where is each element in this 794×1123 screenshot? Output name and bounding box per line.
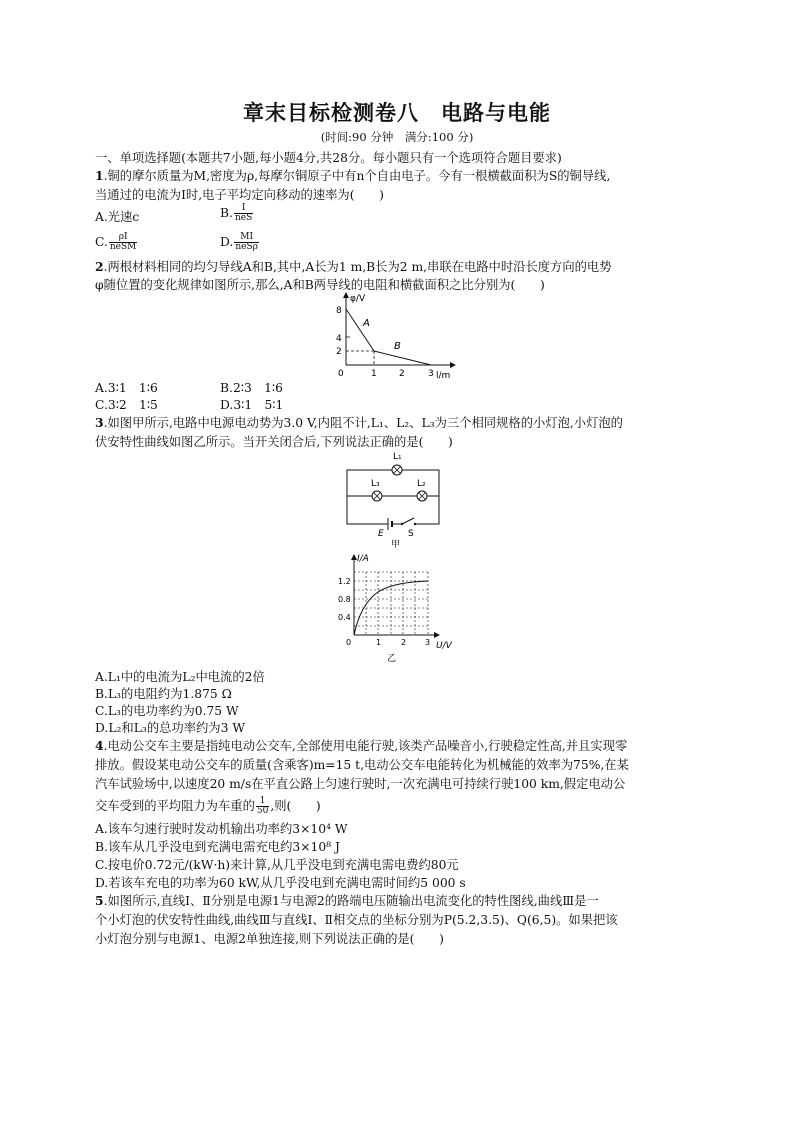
y-tick-label: 8	[336, 306, 342, 316]
question-2-option-c: C.3∶2 1∶5	[95, 398, 158, 412]
question-2-option-b: B.2∶3 1∶6	[220, 381, 283, 395]
question-4-number: 4	[95, 738, 104, 753]
x-tick-label: 2	[401, 638, 407, 647]
y-tick-label: 2	[336, 347, 342, 357]
label-s: S	[408, 529, 414, 539]
question-2-line-2: φ随位置的变化规律如图所示,那么,A和B两导线的电阻和横截面积之比分别为( )	[95, 278, 545, 292]
x-axis-label: U/V	[436, 641, 452, 651]
figure-caption: 乙	[387, 654, 397, 664]
line-a	[346, 309, 374, 351]
question-4-line-3: 汽车试验场中,以速度20 m/s在平直公路上匀速行驶时,一次充满电可持续行驶100 km,假定电动公	[95, 777, 626, 791]
question-4-line-1: 4.电动公交车主要是指纯电动公交车,全部使用电能行驶,该类产品噪音小,行驶稳定性高,并且实现零	[95, 738, 628, 753]
x-tick-label: 1	[376, 638, 382, 647]
y-tick-label: 4	[336, 334, 342, 344]
question-2-option-a: A.3∶1 1∶6	[95, 381, 158, 395]
x-tick-label: 1	[371, 369, 377, 379]
label-b: B	[394, 341, 401, 352]
question-1-line-1: 1.铜的摩尔质量为M,密度为ρ,每摩尔铜原子中有n个自由电子。今有一根横截面积为S的铜导线,	[95, 168, 611, 183]
label-e: E	[378, 529, 384, 539]
question-3-option-b: B.L₃的电阻约为1.875 Ω	[95, 687, 232, 701]
x-tick-label: 0	[338, 369, 344, 379]
question-3-option-c: C.L₃的电功率约为0.75 W	[95, 704, 239, 718]
question-5-line-2: 个小灯泡的伏安特性曲线,曲线Ⅲ与直线Ⅰ、Ⅱ相交点的坐标分别为P(5.2,3.5)、Q(6,5)。如果把该	[95, 913, 618, 927]
question-3-line-1: 3.如图甲所示,电路中电源电动势为3.0 V,内阻不计,L₁、L₂、L₃为三个相同规格的小灯泡,小灯泡的	[95, 415, 623, 430]
x-tick-label: 3	[425, 638, 431, 647]
x-axis-label: l/m	[436, 371, 451, 380]
question-1-option-c: C. $\frac{\rho I}{\text{neSM}}$	[95, 232, 137, 252]
question-4-option-b: B.该车从几乎没电到充满电需充电约3×10⁸ J	[95, 840, 340, 854]
label-l3: L₃	[371, 479, 380, 489]
question-5-line-3: 小灯泡分别与电源1、电源2单独连接,则下列说法正确的是( )	[95, 932, 444, 946]
label-l1: L₁	[393, 452, 402, 462]
question-4-line-2: 排放。假设某电动公交车的质量(含乘客)m=15 t,电动公交车电能转化为机械能的效率为75%,在某	[95, 758, 629, 772]
question-1-option-d: D. $\frac{MI}{\text{neSρ}}$	[220, 232, 258, 252]
y-tick-label: 0.4	[338, 613, 351, 622]
question-5-line-1: 5.如图所示,直线Ⅰ、Ⅱ分别是电源1与电源2的路端电压随输出电流变化的特性图线,曲线Ⅲ是一	[95, 893, 599, 908]
question-3-option-a: A.L₁中的电流为L₂中电流的2倍	[95, 670, 265, 684]
figure-caption: 甲	[391, 540, 401, 550]
question-3-option-d: D.L₂和L₃的总功率约为3 W	[95, 721, 245, 735]
y-axis-label: I/A	[357, 554, 369, 564]
y-tick-label: 1.2	[338, 577, 351, 586]
x-tick-label: 3	[428, 369, 434, 379]
x-tick-label: 2	[399, 369, 405, 379]
question-2-line-1: 2.两根材料相同的均匀导线A和B,其中,A长为1 m,B长为2 m,串联在电路中时沿长度方向的电势	[95, 259, 612, 274]
page-title: 章末目标检测卷八 电路与电能	[243, 101, 551, 125]
question-4-option-d: D.若该车充电的功率为60 kW,从几乎没电到充满电需时间约5 000 s	[95, 876, 466, 890]
x-tick-label: 0	[346, 638, 352, 647]
fraction: $\frac{I}{\text{neS}}$	[234, 203, 253, 223]
circuit-diagram	[340, 450, 450, 550]
question-4-line-4: 交车受到的平均阻力为车重的 $\frac{1}{50}$ ,则( )	[95, 796, 321, 816]
question-1-number: 1	[95, 168, 104, 183]
question-5-number: 5	[95, 893, 104, 908]
fraction: $\frac{\rho I}{\text{neSM}}$	[109, 232, 137, 252]
fraction: $\frac{1}{50}$	[256, 796, 269, 816]
question-2-number: 2	[95, 259, 104, 274]
label-l2: L₂	[417, 479, 426, 489]
question-4-option-c: C.按电价0.72元/(kW·h)来计算,从几乎没电到充满电需电费约80元	[95, 858, 459, 872]
question-3-number: 3	[95, 415, 104, 430]
question-4-option-a: A.该车匀速行驶时发动机输出功率约3×10⁴ W	[95, 822, 348, 836]
label-a: A	[363, 318, 370, 329]
page-subtitle: (时间:90 分钟 满分:100 分)	[320, 130, 474, 144]
iv-curve-graph	[336, 552, 456, 664]
line-b	[374, 351, 431, 365]
question-1-line-2: 当通过的电流为I时,电子平均定向移动的速率为( )	[95, 188, 384, 202]
question-2-option-d: D.3∶1 5∶1	[220, 398, 284, 412]
question-3-line-2: 伏安特性曲线如图乙所示。当开关闭合后,下列说法正确的是( )	[95, 435, 453, 449]
section-heading: 一、单项选择题(本题共7小题,每小题4分,共28分。每小题只有一个选项符合题目要求)	[95, 151, 562, 165]
fraction: $\frac{MI}{\text{neSρ}}$	[235, 232, 258, 252]
question-1-option-a: A.光速c	[95, 210, 140, 224]
y-axis-label: φ/V	[350, 294, 366, 304]
potential-graph	[328, 292, 458, 380]
y-tick-label: 0.8	[338, 595, 351, 604]
question-1-option-b: B. $\frac{I}{\text{neS}}$	[220, 203, 253, 223]
